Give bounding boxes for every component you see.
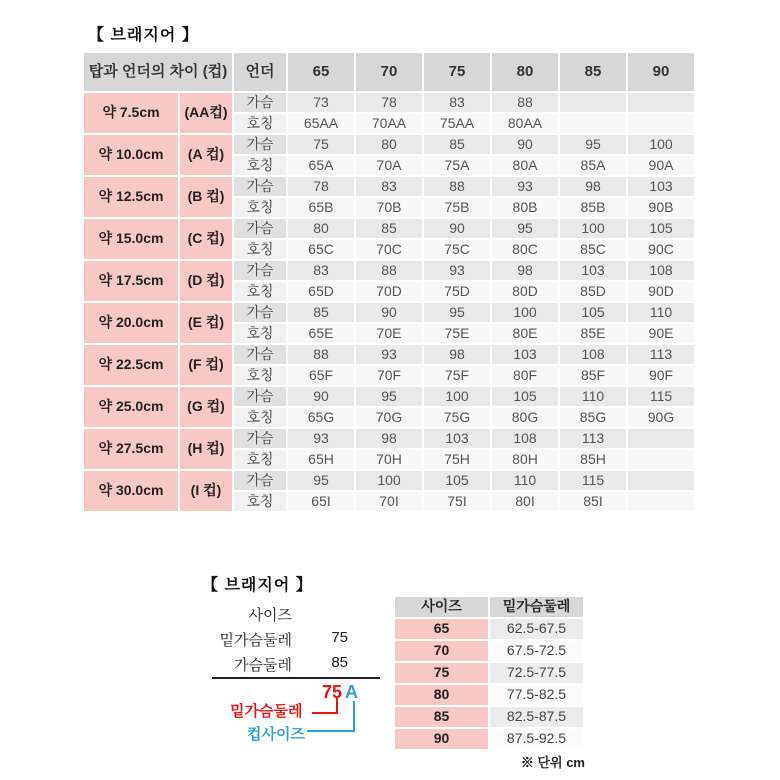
range-header-row — [395, 597, 583, 617]
chest-label-cell: 가슴 — [234, 219, 286, 238]
range-row — [395, 641, 583, 661]
example-size-label: 사이즈 — [248, 607, 292, 624]
chest-value-cell: 108 — [492, 429, 558, 448]
designation-value-cell: 80B — [492, 198, 558, 217]
designation-value-cell: 65A — [288, 156, 354, 175]
chest-value-cell: 90 — [288, 387, 354, 406]
designation-label-cell: 호칭 — [234, 198, 286, 217]
designation-value-cell: 90F — [628, 366, 694, 385]
bottom-section-title: 【 브래지어 】 — [202, 577, 313, 594]
range-value-cell: 72.5-77.5 — [490, 663, 583, 683]
cup-diff-cell: 약 30.0cm — [84, 471, 178, 511]
cup-annotation-label: 컵사이즈 — [247, 726, 305, 743]
chest-value-cell: 90 — [492, 135, 558, 154]
chest-label-cell: 가슴 — [234, 93, 286, 112]
chest-row — [84, 93, 694, 112]
chest-value-cell: 110 — [560, 387, 626, 406]
range-size-cell: 70 — [395, 641, 488, 661]
designation-label-cell: 호칭 — [234, 156, 286, 175]
designation-value-cell: 70C — [356, 240, 422, 259]
cup-name-cell: (E 컵) — [180, 303, 232, 343]
size-header-cell: 75 — [424, 53, 490, 91]
cup-diff-cell: 약 27.5cm — [84, 429, 178, 469]
cup-name-cell: (F 컵) — [180, 345, 232, 385]
designation-value-cell: 80AA — [492, 114, 558, 133]
range-row — [395, 729, 583, 749]
chest-value-cell — [628, 93, 694, 112]
designation-value-cell: 85H — [560, 450, 626, 469]
range-row — [395, 619, 583, 639]
range-size-cell: 75 — [395, 663, 488, 683]
designation-value-cell: 65B — [288, 198, 354, 217]
chest-label-cell: 가슴 — [234, 135, 286, 154]
designation-value-cell: 65F — [288, 366, 354, 385]
under-header-cell: 언더 — [234, 53, 286, 91]
cup-diff-cell: 약 15.0cm — [84, 219, 178, 259]
chest-row — [84, 303, 694, 322]
chest-value-cell: 105 — [560, 303, 626, 322]
chest-value-cell: 90 — [424, 219, 490, 238]
corner-header-cell: 탑과 언더의 차이 (컵) — [84, 53, 232, 91]
cup-name-cell: (A 컵) — [180, 135, 232, 175]
designation-value-cell: 65D — [288, 282, 354, 301]
cup-size-value: A — [345, 682, 358, 702]
designation-value-cell: 65H — [288, 450, 354, 469]
example-bust-label: 가슴둘레 — [234, 657, 292, 674]
designation-value-cell: 75C — [424, 240, 490, 259]
chest-value-cell: 95 — [560, 135, 626, 154]
chest-value-cell: 73 — [288, 93, 354, 112]
chest-value-cell: 103 — [628, 177, 694, 196]
chest-value-cell: 110 — [628, 303, 694, 322]
designation-value-cell: 70E — [356, 324, 422, 343]
designation-value-cell: 85A — [560, 156, 626, 175]
chest-value-cell: 108 — [628, 261, 694, 280]
cup-name-cell: (I 컵) — [180, 471, 232, 511]
cup-diff-cell: 약 17.5cm — [84, 261, 178, 301]
chest-value-cell: 88 — [288, 345, 354, 364]
chest-value-cell: 83 — [356, 177, 422, 196]
chest-label-cell: 가슴 — [234, 471, 286, 490]
designation-value-cell: 80I — [492, 492, 558, 511]
range-size-cell: 65 — [395, 619, 488, 639]
range-row — [395, 663, 583, 683]
designation-value-cell: 80A — [492, 156, 558, 175]
chest-value-cell: 93 — [356, 345, 422, 364]
range-header-cell: 밑가슴둘레 — [490, 597, 583, 617]
range-size-cell: 85 — [395, 707, 488, 727]
designation-value-cell: 75D — [424, 282, 490, 301]
chest-value-cell: 100 — [424, 387, 490, 406]
chest-value-cell: 115 — [628, 387, 694, 406]
chest-value-cell — [628, 471, 694, 490]
chest-value-cell: 93 — [424, 261, 490, 280]
chest-label-cell: 가슴 — [234, 345, 286, 364]
designation-value-cell: 80H — [492, 450, 558, 469]
cup-name-cell: (D 컵) — [180, 261, 232, 301]
designation-value-cell: 80C — [492, 240, 558, 259]
underbust-range-table — [393, 595, 585, 751]
cup-size-chart-body — [84, 53, 694, 511]
chest-value-cell: 113 — [628, 345, 694, 364]
designation-value-cell: 70B — [356, 198, 422, 217]
chest-value-cell: 75 — [288, 135, 354, 154]
chest-value-cell: 108 — [560, 345, 626, 364]
chest-value-cell: 98 — [560, 177, 626, 196]
chest-value-cell: 113 — [560, 429, 626, 448]
band-size-value: 75 — [321, 682, 342, 702]
designation-value-cell: 85D — [560, 282, 626, 301]
chest-value-cell: 98 — [492, 261, 558, 280]
designation-value-cell: 85F — [560, 366, 626, 385]
chest-value-cell: 80 — [288, 219, 354, 238]
cup-diff-cell: 약 20.0cm — [84, 303, 178, 343]
chest-value-cell: 85 — [288, 303, 354, 322]
chest-value-cell: 100 — [628, 135, 694, 154]
designation-value-cell — [628, 114, 694, 133]
chest-value-cell — [560, 93, 626, 112]
unit-note: ※ 단위 cm — [520, 755, 585, 770]
designation-value-cell: 85E — [560, 324, 626, 343]
chest-value-cell: 95 — [424, 303, 490, 322]
size-header-cell: 65 — [288, 53, 354, 91]
designation-value-cell: 70AA — [356, 114, 422, 133]
chest-value-cell — [628, 429, 694, 448]
example-bust-value: 85 — [331, 654, 348, 671]
designation-value-cell: 90A — [628, 156, 694, 175]
cup-diff-cell: 약 10.0cm — [84, 135, 178, 175]
chest-row — [84, 471, 694, 490]
size-header-cell: 90 — [628, 53, 694, 91]
bottom-section — [0, 560, 780, 780]
designation-label-cell: 호칭 — [234, 492, 286, 511]
range-value-cell: 67.5-72.5 — [490, 641, 583, 661]
range-value-cell: 82.5-87.5 — [490, 707, 583, 727]
designation-label-cell: 호칭 — [234, 366, 286, 385]
chest-value-cell: 83 — [288, 261, 354, 280]
example-underbust-label: 밑가슴둘레 — [219, 632, 292, 649]
designation-value-cell: 90C — [628, 240, 694, 259]
designation-value-cell: 75B — [424, 198, 490, 217]
cup-name-cell: (B 컵) — [180, 177, 232, 217]
designation-value-cell: 90D — [628, 282, 694, 301]
chest-label-cell: 가슴 — [234, 387, 286, 406]
size-header-cell: 70 — [356, 53, 422, 91]
designation-value-cell: 70A — [356, 156, 422, 175]
cup-name-cell: (C 컵) — [180, 219, 232, 259]
chest-value-cell: 95 — [288, 471, 354, 490]
designation-value-cell: 85I — [560, 492, 626, 511]
chest-value-cell: 100 — [492, 303, 558, 322]
chest-value-cell: 95 — [356, 387, 422, 406]
sum-rule-line — [212, 677, 380, 679]
chest-row — [84, 177, 694, 196]
chest-value-cell: 100 — [560, 219, 626, 238]
designation-value-cell: 65G — [288, 408, 354, 427]
chest-value-cell: 105 — [492, 387, 558, 406]
chest-value-cell: 85 — [424, 135, 490, 154]
chest-row — [84, 219, 694, 238]
cup-size-chart-table — [82, 51, 696, 513]
chest-value-cell: 95 — [492, 219, 558, 238]
designation-value-cell: 75A — [424, 156, 490, 175]
chest-value-cell: 105 — [628, 219, 694, 238]
designation-value-cell: 75AA — [424, 114, 490, 133]
designation-value-cell: 80F — [492, 366, 558, 385]
chest-value-cell: 98 — [424, 345, 490, 364]
designation-value-cell: 75H — [424, 450, 490, 469]
designation-value-cell: 85G — [560, 408, 626, 427]
size-header-cell: 80 — [492, 53, 558, 91]
chest-label-cell: 가슴 — [234, 177, 286, 196]
chest-row — [84, 387, 694, 406]
range-value-cell: 62.5-67.5 — [490, 619, 583, 639]
cup-connector-line — [307, 701, 355, 732]
example-underbust-value: 75 — [331, 629, 348, 646]
designation-label-cell: 호칭 — [234, 324, 286, 343]
designation-label-cell: 호칭 — [234, 240, 286, 259]
designation-value-cell: 70D — [356, 282, 422, 301]
designation-value-cell: 75I — [424, 492, 490, 511]
range-size-cell: 90 — [395, 729, 488, 749]
chest-label-cell: 가슴 — [234, 261, 286, 280]
designation-value-cell: 65C — [288, 240, 354, 259]
cup-name-cell: (G 컵) — [180, 387, 232, 427]
designation-value-cell: 85B — [560, 198, 626, 217]
cup-diff-cell: 약 22.5cm — [84, 345, 178, 385]
chest-value-cell: 103 — [492, 345, 558, 364]
chest-value-cell: 88 — [356, 261, 422, 280]
cup-name-cell: (AA컵) — [180, 93, 232, 133]
designation-value-cell: 90B — [628, 198, 694, 217]
chest-value-cell: 83 — [424, 93, 490, 112]
chest-value-cell: 88 — [492, 93, 558, 112]
cup-diff-cell: 약 12.5cm — [84, 177, 178, 217]
designation-value-cell — [560, 114, 626, 133]
designation-value-cell: 80G — [492, 408, 558, 427]
designation-value-cell: 70I — [356, 492, 422, 511]
chest-value-cell: 93 — [288, 429, 354, 448]
chest-row — [84, 135, 694, 154]
chest-value-cell: 90 — [356, 303, 422, 322]
chest-value-cell: 103 — [424, 429, 490, 448]
chest-value-cell: 103 — [560, 261, 626, 280]
range-size-cell: 80 — [395, 685, 488, 705]
designation-value-cell: 75E — [424, 324, 490, 343]
range-row — [395, 685, 583, 705]
designation-label-cell: 호칭 — [234, 408, 286, 427]
underbust-annotation-label: 밑가슴둘레 — [230, 703, 303, 720]
chest-value-cell: 100 — [356, 471, 422, 490]
cup-diff-cell: 약 25.0cm — [84, 387, 178, 427]
chest-row — [84, 261, 694, 280]
chest-value-cell: 78 — [356, 93, 422, 112]
designation-value-cell: 90G — [628, 408, 694, 427]
designation-value-cell — [628, 450, 694, 469]
chest-value-cell: 115 — [560, 471, 626, 490]
designation-value-cell: 80D — [492, 282, 558, 301]
chest-value-cell: 105 — [424, 471, 490, 490]
chest-value-cell: 88 — [424, 177, 490, 196]
chest-value-cell: 98 — [356, 429, 422, 448]
chest-value-cell: 80 — [356, 135, 422, 154]
designation-label-cell: 호칭 — [234, 114, 286, 133]
designation-value-cell: 65AA — [288, 114, 354, 133]
designation-value-cell: 75F — [424, 366, 490, 385]
chest-row — [84, 345, 694, 364]
designation-value-cell: 65E — [288, 324, 354, 343]
chest-row — [84, 429, 694, 448]
range-header-cell: 사이즈 — [395, 597, 488, 617]
range-value-cell: 87.5-92.5 — [490, 729, 583, 749]
designation-value-cell: 70G — [356, 408, 422, 427]
chest-value-cell: 110 — [492, 471, 558, 490]
page-title: 【 브래지어 】 — [88, 27, 199, 44]
range-row — [395, 707, 583, 727]
cup-diff-cell: 약 7.5cm — [84, 93, 178, 133]
chest-label-cell: 가슴 — [234, 303, 286, 322]
designation-value-cell: 75G — [424, 408, 490, 427]
designation-value-cell: 70F — [356, 366, 422, 385]
designation-label-cell: 호칭 — [234, 450, 286, 469]
designation-value-cell: 90E — [628, 324, 694, 343]
designation-value-cell: 85C — [560, 240, 626, 259]
range-value-cell: 77.5-82.5 — [490, 685, 583, 705]
chest-value-cell: 93 — [492, 177, 558, 196]
designation-value-cell — [628, 492, 694, 511]
designation-value-cell: 70H — [356, 450, 422, 469]
designation-value-cell: 80E — [492, 324, 558, 343]
designation-value-cell: 65I — [288, 492, 354, 511]
chest-value-cell: 78 — [288, 177, 354, 196]
chest-value-cell: 85 — [356, 219, 422, 238]
cup-name-cell: (H 컵) — [180, 429, 232, 469]
header-row — [84, 53, 694, 91]
size-header-cell: 85 — [560, 53, 626, 91]
designation-label-cell: 호칭 — [234, 282, 286, 301]
chest-label-cell: 가슴 — [234, 429, 286, 448]
underbust-range-body — [395, 597, 583, 749]
